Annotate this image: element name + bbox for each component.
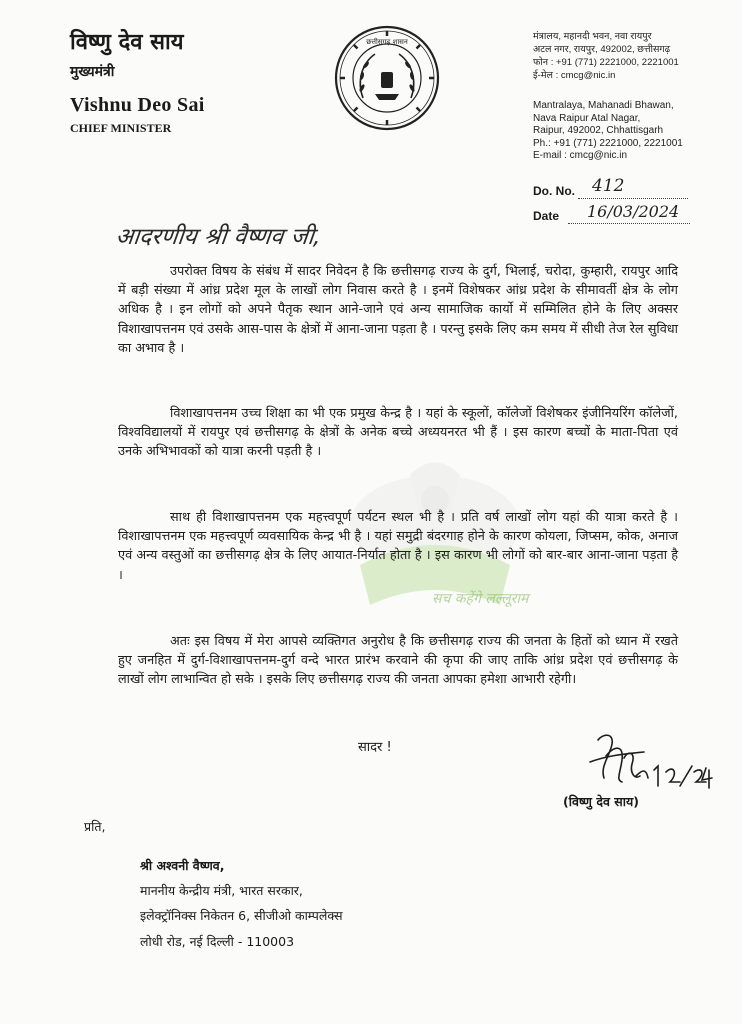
address-en-line: Ph.: +91 (771) 2221000, 2221001: [533, 137, 683, 149]
recipient-line: माननीय केन्द्रीय मंत्री, भारत सरकार,: [140, 883, 303, 898]
sender-designation-hindi: मुख्यमंत्री: [70, 64, 115, 80]
do-number-label: Do. No.: [533, 184, 575, 198]
seal-text: छत्तीसगढ़ शासन: [366, 38, 408, 46]
address-block-hindi: [533, 30, 679, 82]
address-en-line: Nava Raipur Atal Nagar,: [533, 112, 641, 124]
body-paragraph: विशाखापत्तनम उच्च शिक्षा का भी एक प्रमुख केन्द्र है । यहां के स्कूलों, कॉलेजों विशेषकर इंजीनियरिंग कॉलेजों, विश्वविद्यालयों में रायपुर एवं छत्तीसगढ़ के क्षेत्रों के अनेक बच्चे अध्ययनरत भी हैं । इस कारण बच्चों के माता-पिता एवं उनके अभिभावकों को यात्रा करनी पड़ती है ।: [118, 406, 678, 460]
sender-designation-english: CHIEF MINISTER: [70, 121, 172, 135]
body-paragraph: उपरोक्त विषय के संबंध में सादर निवेदन है कि छत्तीसगढ़ राज्य के दुर्ग, भिलाई, चरोदा, कुम्हारी, रायपुर आदि में बड़ी संख्या में आंध्र प्रदेश मूल के लाखों लोग निवास करते है । इनमें विशेषकर आंध्र प्रदेश के सीमावर्ती क्षेत्र के लोग अधिक है । इन लोगों को अपने पैतृक स्थान आने-जाने एवं अन्य सामाजिक कार्यो में सम्मिलित होने के लिए अक्सर विशाखापत्तनम एवं उसके आस-पास के क्षेत्रों में आना-जाना पड़ता है । परन्तु इसके लिए कम समय में सीधी तेज रेल सुविधा का अभाव है ।: [118, 264, 678, 356]
do-number-underline: [578, 198, 688, 199]
address-hi-line: मंत्रालय, महानदी भवन, नवा रायपुर: [533, 31, 652, 42]
do-number-value: 412: [592, 176, 625, 196]
recipient-line: श्री अश्वनी वैष्णव,: [140, 858, 225, 873]
address-hi-line: अटल नगर, रायपुर, 492002, छत्तीसगढ़: [533, 44, 671, 55]
address-hi-line: ई-मेल : cmcg@nic.in: [533, 70, 616, 81]
handwritten-signature: [588, 730, 718, 802]
recipient-line: इलेक्ट्रॉनिक्स निकेतन 6, सीजीओ काम्पलेक्स: [140, 908, 343, 923]
date-label: Date: [533, 209, 560, 223]
address-hi-line: फोन : +91 (771) 2221000, 2221001: [533, 57, 679, 68]
recipient-to-label: प्रति,: [84, 819, 106, 834]
date-value: 16/03/2024: [587, 202, 680, 221]
sender-name-english: Vishnu Deo Sai: [70, 94, 205, 116]
sender-name-hindi: विष्णु देव साय: [70, 30, 184, 55]
body-paragraph: अतः इस विषय में मेरा आपसे व्यक्तिगत अनुरोध है कि छत्तीसगढ़ राज्य की जनता के हितों को ध्यान में रखते हुए जनहित में दुर्ग-विशाखापत्तनम-दुर्ग वन्दे भारत प्रारंभ करवाने की कृपा की जाए ताकि आंध्र प्रदेश एवं छत्तीसगढ़ के लाखों लोग लाभान्वित हो सके । इसके लिए छत्तीसगढ़ राज्य की जनता आपका हमेशा आभारी रहेगी।: [118, 634, 678, 688]
address-en-line: E-mail : cmcg@nic.in: [533, 150, 628, 161]
date-underline: [568, 223, 690, 224]
watermark-text: सच कहेंगे लल्लूराम: [432, 591, 529, 607]
address-en-line: Raipur, 492002, Chhattisgarh: [533, 125, 664, 136]
recipient-line: लोधी रोड, नई दिल्ली - 110003: [140, 934, 295, 949]
closing-regards: सादर !: [358, 740, 392, 755]
signatory-name: (विष्णु देव साय): [563, 794, 639, 809]
salutation: आदरणीय श्री वैष्णव जी,: [114, 224, 323, 250]
address-block-english: [533, 100, 683, 163]
government-seal-emblem: [333, 24, 441, 132]
address-en-line: Mantralaya, Mahanadi Bhawan,: [533, 100, 674, 111]
body-paragraph: साथ ही विशाखापत्तनम एक महत्त्वपूर्ण पर्यटन स्थल भी है । प्रति वर्ष लाखों लोग यहां की यात्रा करते है । विशाखापत्तनम एक महत्त्वपूर्ण व्यवसायिक केन्द्र भी है । यहां समुद्री बंदरगाह होने के कारण कोयला, जिप्सम, कोक, अनाज एवं अन्य वस्तुओं का छत्तीसगढ़ क्षेत्र के लिए आयात-निर्यात होता है । इस कारण भी लोगों को बार-बार आना-जाना पड़ता है ।: [118, 510, 678, 583]
